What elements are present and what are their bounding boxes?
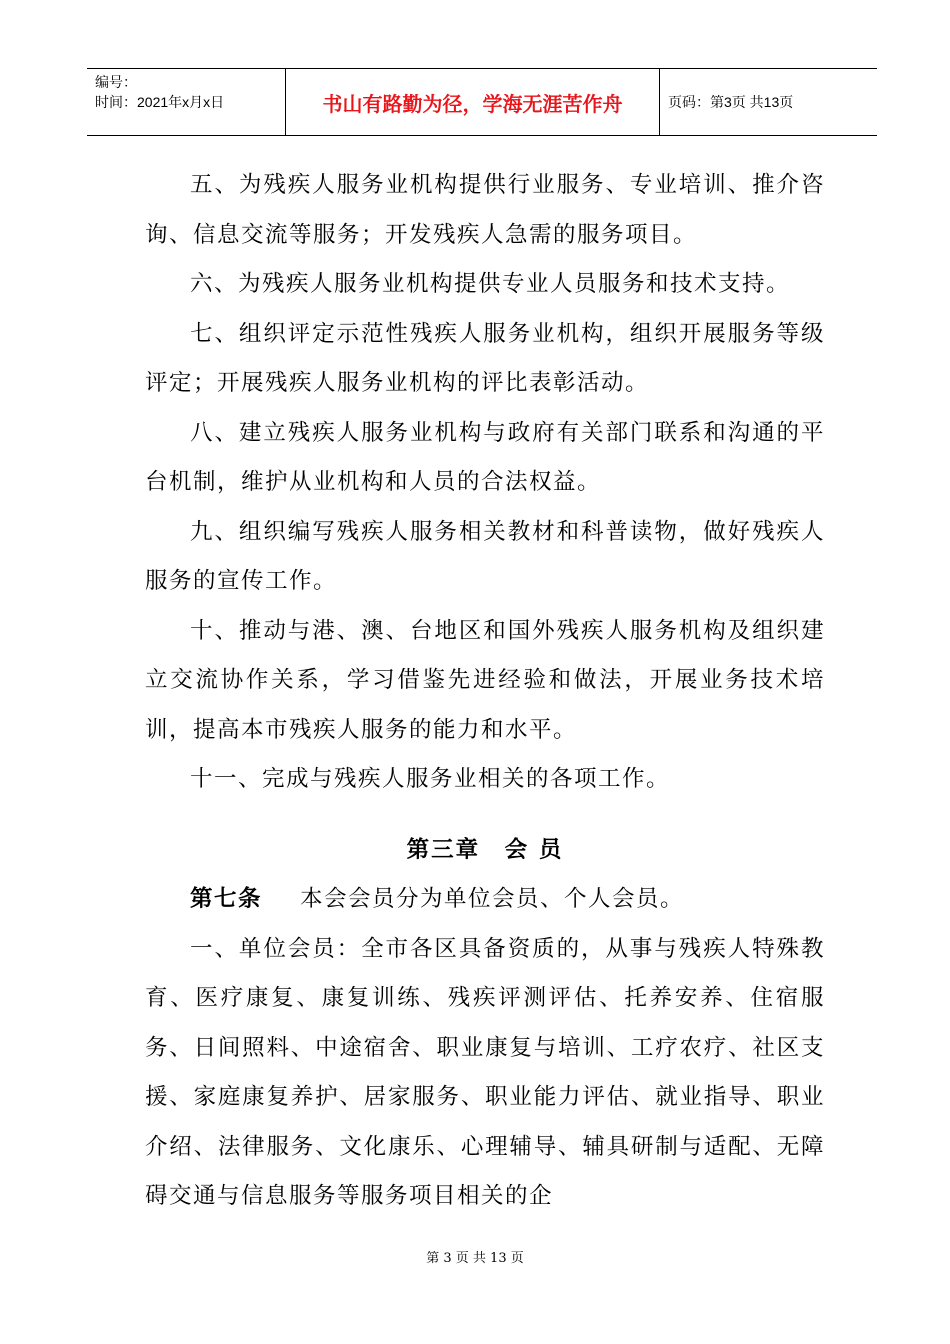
time-label: 时间：2021年x月x日	[95, 94, 225, 110]
paragraph-5: 五、为残疾人服务业机构提供行业服务、专业培训、推介咨询、信息交流等服务；开发残疾人急需的服务项目。	[145, 172, 825, 248]
number-label: 编号：	[95, 74, 137, 90]
header-meta	[87, 69, 286, 135]
paragraph-11: 十一、完成与残疾人服务业相关的各项工作。	[190, 766, 671, 792]
document-body	[145, 161, 825, 1222]
header-motto: 书山有路勤为径，学海无涯苦作舟	[286, 69, 660, 135]
paragraph-10: 十、推动与港、澳、台地区和国外残疾人服务机构及组织建立交流协作关系，学习借鉴先进经验和做法，开展业务技术培训，提高本市残疾人服务的能力和水平。	[145, 617, 825, 743]
article-number: 第七条	[190, 886, 263, 912]
article-text: 本会会员分为单位会员、个人会员。	[300, 886, 685, 912]
article-7	[145, 875, 825, 925]
page-footer: 第 3 页 共 13 页	[426, 1251, 524, 1266]
document-header	[87, 68, 877, 136]
paragraph-8: 八、建立残疾人服务业机构与政府有关部门联系和沟通的平台机制，维护从业机构和人员的合法权益。	[145, 419, 825, 495]
paragraph-6: 六、为残疾人服务业机构提供专业人员服务和技术支持。	[190, 271, 791, 297]
paragraph-7: 七、组织评定示范性残疾人服务业机构，组织开展服务等级评定；开展残疾人服务业机构的评比表彰活动。	[145, 320, 825, 396]
member-paragraph: 一、单位会员：全市各区具备资质的，从事与残疾人特殊教育、医疗康复、康复训练、残疾评测评估、托养安养、住宿服务、日间照料、中途宿舍、职业康复与培训、工疗农疗、社区支援、家庭康复养护、居家服务、职业能力评估、就业指导、职业介绍、法律服务、文化康乐、心理辅导、辅具研制与适配、无障碍交通与信息服务等服务项目相关的企	[145, 935, 825, 1209]
chapter-title: 第三章 会 员	[406, 836, 564, 863]
paragraph-9: 九、组织编写残疾人服务相关教材和科普读物，做好残疾人服务的宣传工作。	[145, 518, 825, 594]
header-page-info: 页码：第3页 共13页	[668, 94, 794, 110]
